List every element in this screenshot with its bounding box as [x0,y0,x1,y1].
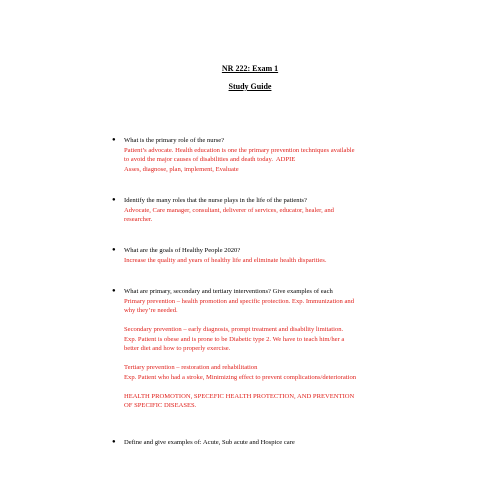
question-text: What are the goals of Healthy People 2020? [124,247,241,254]
study-item [112,136,402,174]
document-title: NR 222: Exam 1 [221,64,279,73]
study-item [112,196,402,225]
bullet-icon: ● [112,197,116,203]
bullet-icon: ● [112,288,116,294]
answer-text: Secondary prevention – early diagnosis, prompt treatment and disability limitation. Exp. Patient is obese and is prone to be Diabetic type 2. We have to teach him/her a better diet and how to properly exercise. [124,326,345,352]
answer-text: Increase the quality and years of healthy life and eliminate health disparities. [124,256,327,264]
question-text: Identify the many roles that the nurse plays in the life of the patients? [124,197,307,204]
question-text: What are primary, secondary and tertiary interventions? Give examples of each [124,288,333,295]
study-item [112,287,402,411]
answer-text: Patient’s advocate. Health education is one the primary prevention techniques available to avoid the major causes of disabilities and death today. ADPIE Asses, diagnose, plan, implement, Evaluate [124,146,355,173]
answer-text: Primary prevention – health promotion and specific protection. Exp. Immunization and why they’re needed. [124,297,354,314]
bullet-icon: ● [112,247,116,253]
bullet-icon: ● [112,137,116,143]
document-subtitle: Study Guide [228,82,272,91]
study-item [112,438,402,448]
question-text: What is the primary role of the nurse? [124,137,225,144]
answer-text: HEALTH PROMOTION, SPECEFIC HEALTH PROTECTION, AND PREVENTION OF SPECIFIC DISEASES. [124,392,355,409]
answer-text: Tertiary prevention – restoration and rehabilitation Exp. Patient who had a stroke, Minimizing effect to prevent complications/deterioration [124,364,357,381]
study-item [112,246,402,265]
bullet-icon: ● [112,439,116,445]
question-text: Define and give examples of: Acute, Sub acute and Hospice care [124,439,295,446]
answer-text: Advocate, Care manager, consultant, deliverer of services, educator, healer, and researcher. [124,206,334,223]
